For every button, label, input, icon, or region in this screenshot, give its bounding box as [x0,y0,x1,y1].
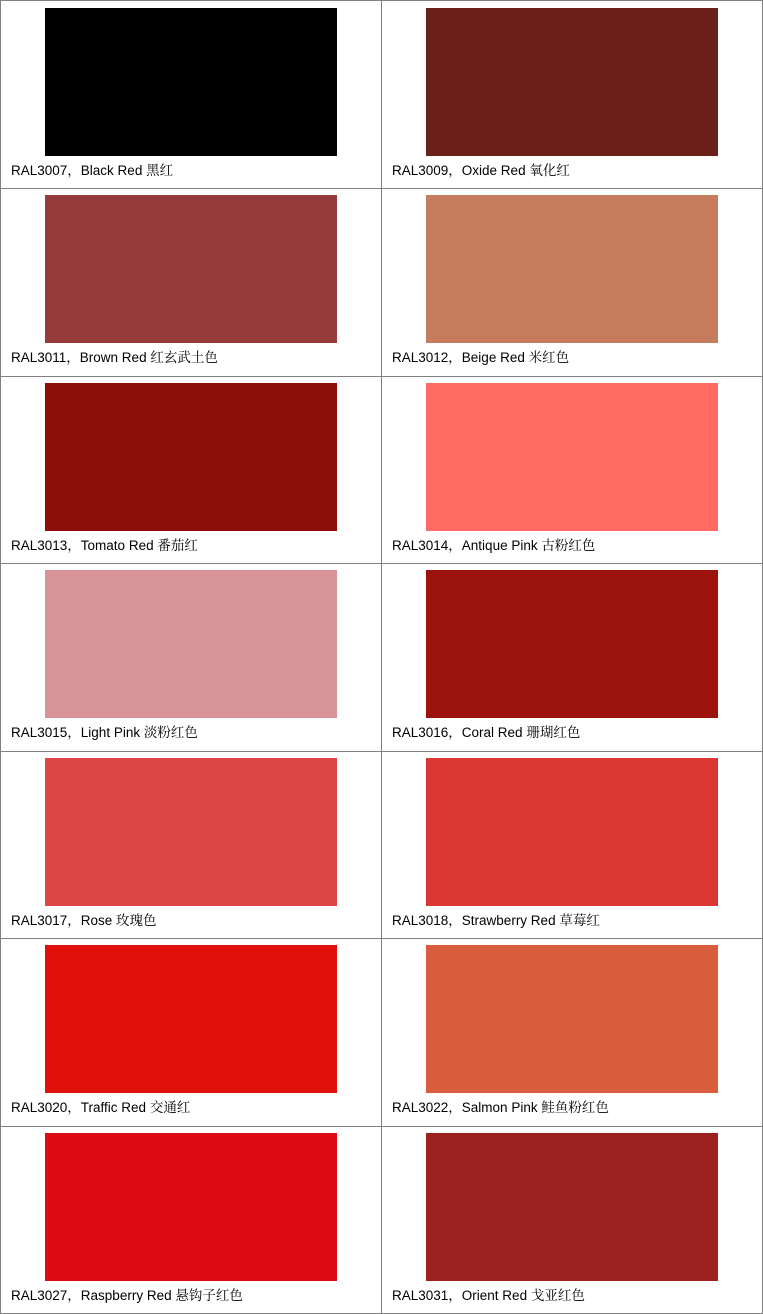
colour-swatch [45,570,337,718]
colour-swatch [45,1133,337,1281]
table-row [1,751,763,938]
colour-swatch [426,8,718,156]
swatch-caption: RAL3020，Traffic Red 交通红 [11,1100,191,1116]
table-row [1,939,763,1126]
table-row [1,1,763,189]
swatch-cell-ral3015 [1,564,382,751]
swatch-cell-ral3007 [1,1,382,189]
swatch-cell-ral3012 [382,189,763,376]
swatch-caption: RAL3011，Brown Red 红玄武土色 [11,350,218,366]
table-row [1,376,763,563]
colour-swatch [426,570,718,718]
swatch-caption: RAL3014，Antique Pink 古粉红色 [392,537,596,553]
colour-swatch [45,195,337,343]
colour-swatch [426,945,718,1093]
colour-swatch [426,383,718,531]
colour-swatch [426,1133,718,1281]
colour-swatch [426,195,718,343]
colour-swatch [45,945,337,1093]
table-row [1,189,763,376]
swatch-cell-ral3022 [382,939,763,1126]
swatch-caption: RAL3031，Orient Red 戈亚红色 [392,1287,585,1303]
table-row [1,564,763,751]
swatch-cell-ral3018 [382,751,763,938]
colour-swatch [45,758,337,906]
table-row [1,1126,763,1313]
swatch-caption: RAL3016，Coral Red 珊瑚红色 [392,725,581,741]
colour-swatch [45,383,337,531]
swatch-caption: RAL3012，Beige Red 米红色 [392,350,570,366]
swatch-cell-ral3020 [1,939,382,1126]
swatch-cell-ral3011 [1,189,382,376]
swatch-caption: RAL3015，Light Pink 淡粉红色 [11,725,198,741]
swatch-caption: RAL3022，Salmon Pink 鲑鱼粉红色 [392,1100,609,1116]
swatch-caption: RAL3013，Tomato Red 番茄红 [11,537,198,553]
swatch-cell-ral3009 [382,1,763,189]
colour-swatch [426,758,718,906]
swatch-caption: RAL3009，Oxide Red 氧化红 [392,163,570,178]
swatch-cell-ral3013 [1,376,382,563]
swatch-cell-ral3016 [382,564,763,751]
swatch-caption: RAL3007，Black Red 黑红 [11,163,174,178]
swatch-cell-ral3027 [1,1126,382,1313]
swatch-caption: RAL3017，Rose 玫瑰色 [11,912,157,928]
swatch-caption: RAL3018，Strawberry Red 草莓红 [392,912,600,928]
swatch-cell-ral3017 [1,751,382,938]
swatch-caption: RAL3027，Raspberry Red 悬钩子红色 [11,1287,243,1303]
swatch-cell-ral3031 [382,1126,763,1313]
colour-swatch [45,8,337,156]
swatch-cell-ral3014 [382,376,763,563]
